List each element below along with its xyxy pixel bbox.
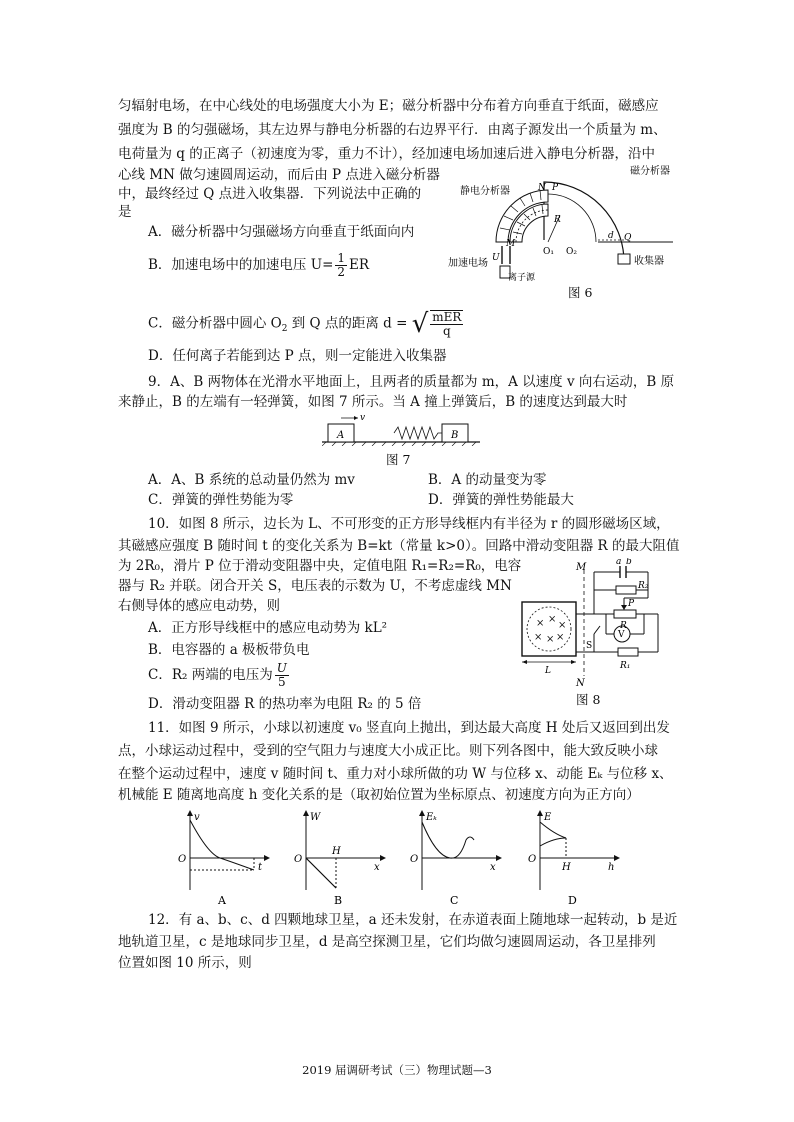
q11-line-4: 机械能 E 随离地高度 h 变化关系的是（取初始位置为坐标原点、初速度方向为正方向） <box>118 787 640 803</box>
label-P: P <box>628 599 635 609</box>
q9-option-d: D．弹簧的弹性势能最大 <box>428 492 574 508</box>
label-U: U <box>492 253 500 263</box>
svg-text:×: × <box>548 614 557 625</box>
figure-6 <box>448 160 680 300</box>
figure-6-caption: 图 6 <box>568 285 593 300</box>
graph-b-o: O <box>294 854 303 865</box>
label-R2: R₂ <box>638 581 649 591</box>
q12-line-2: 地轨道卫星，c 是地球同步卫星，d 是高空探测卫星，它们均做匀速圆周运动，各卫星排列 <box>118 934 656 950</box>
figure-7 <box>322 410 482 446</box>
figure-8 <box>518 558 668 688</box>
q9-line-2: 来静止，B 的左端有一轻弹簧，如图 7 所示。当 A 撞上弹簧后，B 的速度达到最大时 <box>118 394 628 410</box>
graph-a-o: O <box>178 854 187 865</box>
q10-line-3: 为 2R₀，滑片 P 位于滑动变阻器中央，定值电阻 R₁=R₂=R₀，电容 <box>118 558 522 574</box>
label-M: M <box>576 562 587 573</box>
label-Q: Q <box>624 233 632 243</box>
label-a: a <box>616 558 622 567</box>
graph-d-x: h <box>608 862 615 873</box>
graph-d-label: D <box>568 894 577 907</box>
label-col: 收集器 <box>634 256 664 267</box>
label-R: R <box>620 621 627 631</box>
label-L: L <box>545 666 551 676</box>
intro-line-5: 中，最终经过 Q 点进入收集器．下列说法中正确的 <box>118 186 422 202</box>
graph-c-label: C <box>450 894 459 907</box>
label-R: R <box>554 215 561 225</box>
fraction-u-over-5: $\frac{U}{5}$ <box>276 661 287 689</box>
label-src: 离子源 <box>508 273 536 283</box>
block-B-label: B <box>451 430 459 441</box>
label-N: N <box>538 183 546 193</box>
q10-option-b: B．电容器的 a 极板带负电 <box>148 642 310 658</box>
graph-b <box>290 808 390 908</box>
q12-line-3: 位置如图 10 所示，则 <box>118 955 252 971</box>
label-R1: R₁ <box>620 661 631 671</box>
q11-line-1: 11．如图 9 所示，小球以初速度 v₀ 竖直向上抛出，到达最大高度 H 处后又返回到出发 <box>148 720 670 736</box>
label-d: d <box>608 231 614 241</box>
graph-c-x: x <box>490 862 496 873</box>
figure-7-caption: 图 7 <box>386 452 411 467</box>
q10-line-5: 右侧导体的感应电动势，则 <box>118 598 280 614</box>
graph-a-y: v <box>194 812 200 823</box>
graph-c <box>406 808 506 908</box>
label-O1: O₁ <box>543 247 554 257</box>
q11-line-3: 在整个运动过程中，速度 v 随时间 t、重力对小球所做的功 W 与位移 x、动能 Eₖ 与位移 x、 <box>118 766 673 782</box>
q10-option-a: A．正方形导线框中的感应电动势为 kL² <box>148 620 388 636</box>
q9-line-1: 9．A、B 两物体在光滑水平地面上，且两者的质量都为 m，A 以速度 v 向右运动，B 原 <box>148 374 675 390</box>
q8-option-a: A．磁分析器中匀强磁场方向垂直于纸面向内 <box>148 224 415 240</box>
q10-line-1: 10．如图 8 所示，边长为 L、不可形变的正方形导线框内有半径为 r 的圆形磁场区域， <box>148 516 670 532</box>
q8-option-b: B．加速电场中的加速电压 U= $\frac{1}{2}$ ER <box>148 251 370 279</box>
intro-line-2: 强度为 B 的匀强磁场，其左边界与静电分析器的右边界平行．由离子源发出一个质量为 m、 <box>118 122 667 138</box>
intro-line-6: 是 <box>118 204 132 220</box>
svg-text:×: × <box>558 620 567 631</box>
label-S: S <box>586 641 593 651</box>
graph-d-y: E <box>544 812 552 823</box>
graph-b-h: H <box>332 846 341 857</box>
label-esa: 静电分析器 <box>460 186 510 197</box>
graph-c-y: Eₖ <box>426 812 437 823</box>
graph-b-x: x <box>374 862 380 873</box>
intro-line-1: 匀辐射电场，在中心线处的电场强度大小为 E；磁分析器中分布着方向垂直于纸面，磁感应 <box>118 98 659 114</box>
q8-option-c: C．磁分析器中圆心 $O_2$ 到 Q 点的距离 d = √ $\frac{\text{mER}}{q}$ <box>148 309 462 339</box>
fraction-half: $\frac{1}{2}$ <box>337 251 346 279</box>
graph-a-label: A <box>218 894 226 907</box>
velocity-label: v <box>360 413 366 423</box>
graph-b-label: B <box>334 894 343 907</box>
intro-line-4: 心线 MN 做匀速圆周运动，而后由 P 点进入磁分析器 <box>118 167 440 183</box>
q10-line-2: 其磁感应强度 B 随时间 t 的变化关系为 B=kt（常量 k>0）。回路中滑动变阻器 R 的最大阻值 <box>118 538 680 554</box>
q10-option-c: C．R₂ 两端的电压为 $\frac{U}{5}$ <box>148 661 287 689</box>
q9-option-c: C．弹簧的弹性势能为零 <box>148 492 294 508</box>
figure-8-caption: 图 8 <box>576 692 601 707</box>
q10-line-4: 器与 R₂ 并联。闭合开关 S，电压表的示数为 U，不考虑虚线 MN <box>118 578 512 594</box>
graph-d-o: O <box>528 854 537 865</box>
svg-text:×: × <box>536 618 545 629</box>
label-b: b <box>626 558 632 567</box>
svg-text:×: × <box>546 634 555 645</box>
label-V: V <box>618 630 625 640</box>
svg-text:×: × <box>534 632 543 643</box>
sqrt-sign: √ <box>411 309 429 339</box>
sqrt-fraction: $\frac{\text{mER}}{q}$ <box>432 310 462 338</box>
intro-line-3: 电荷量为 q 的正离子（初速度为零，重力不计），经加速电场加速后进入静电分析器，沿中 <box>118 146 655 162</box>
q10-option-d: D．滑动变阻器 R 的热功率为电阻 R₂ 的 5 倍 <box>148 696 422 712</box>
page-footer: 2019 届调研考试（三）物理试题—3 <box>302 1063 492 1077</box>
label-O2: O₂ <box>566 247 577 257</box>
graph-d <box>524 808 624 908</box>
graph-a-x: t <box>258 862 263 873</box>
label-P: P <box>552 183 559 193</box>
q11-line-2: 点，小球运动过程中，受到的空气阻力与速度大小成正比。则下列各图中，能大致反映小球 <box>118 743 658 759</box>
label-acc: 加速电场 <box>448 258 488 269</box>
q9-option-b: B．A 的动量变为零 <box>428 472 547 488</box>
graph-b-y: W <box>310 812 321 823</box>
label-M: M <box>506 239 516 249</box>
block-A-label: A <box>337 430 345 441</box>
q9-option-a: A．A、B 系统的总动量仍然为 mv <box>148 472 355 488</box>
graph-c-o: O <box>410 854 419 865</box>
label-N: N <box>576 678 585 688</box>
svg-text:×: × <box>556 632 565 643</box>
graph-a <box>174 808 274 908</box>
q12-line-1: 12．有 a、b、c、d 四颗地球卫星，a 还未发射，在赤道表面上随地球一起转动，b 是近 <box>148 912 678 928</box>
graph-d-h: H <box>562 862 571 873</box>
label-msa: 磁分析器 <box>630 166 670 177</box>
q8-option-d: D．任何离子若能到达 P 点，则一定能进入收集器 <box>148 348 447 364</box>
